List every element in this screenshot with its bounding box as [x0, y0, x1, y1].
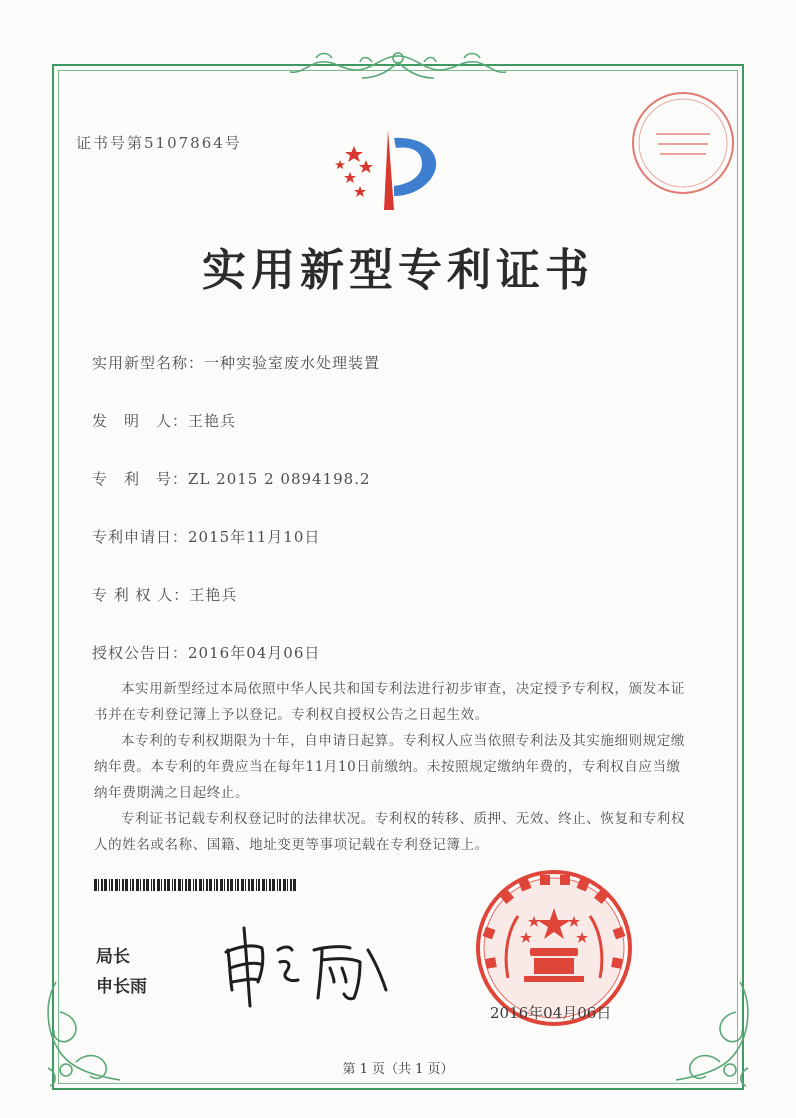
top-stamp-icon: [628, 88, 738, 198]
certificate-inner-border: [58, 70, 738, 1084]
patent-office-logo-icon: [330, 120, 470, 220]
signature-icon: [218, 920, 398, 1010]
field-value: 2016年04月06日: [188, 644, 321, 662]
field-label: 专 利 号：: [92, 470, 189, 488]
body-paragraph: 专利证书记载专利权登记时的法律状况。专利权的转移、质押、无效、终止、恢复和专利权人的姓名或名称、国籍、地址变更等事项记载在专利登记簿上。: [94, 811, 685, 853]
field-value: 王艳兵: [189, 586, 238, 604]
certificate-title: 实用新型专利证书: [202, 245, 594, 296]
patent-number-field: [92, 468, 371, 489]
certificate-number: 证书号第5107864号: [76, 134, 242, 152]
seal-date: 2016年04月06日: [490, 1004, 612, 1022]
field-value: 一种实验室废水处理装置: [204, 354, 381, 372]
field-label: 实用新型名称：: [92, 354, 205, 372]
director-name: 申长雨: [96, 977, 147, 997]
director-title: 局长: [96, 947, 130, 967]
field-value: 王艳兵: [188, 412, 237, 430]
grant-date-field: [92, 642, 320, 663]
field-value: ZL 2015 2 0894198.2: [188, 470, 371, 488]
field-label: 专 利 权 人：: [92, 586, 190, 604]
certificate-body: [94, 676, 694, 858]
page-number: 第 1 页（共 1 页）: [342, 1062, 454, 1077]
field-label: 专利申请日：: [92, 528, 189, 546]
utility-model-name-field: [92, 352, 380, 373]
field-value: 2015年11月10日: [188, 528, 321, 546]
top-ornament-icon: [272, 48, 524, 88]
barcode-icon: [94, 879, 300, 891]
application-date-field: [92, 526, 320, 547]
inventor-field: [92, 410, 236, 431]
patentee-field: [92, 584, 237, 605]
field-label: 发 明 人：: [92, 412, 189, 430]
field-label: 授权公告日：: [92, 644, 189, 662]
body-paragraph: 本实用新型经过本局依照中华人民共和国专利法进行初步审查，决定授予专利权，颁发本证书并在专利登记簿上予以登记。专利权自授权公告之日起生效。: [94, 681, 685, 723]
body-paragraph: 本专利的专利权期限为十年，自申请日起算。专利权人应当依照专利法及其实施细则规定缴纳年费。本专利的年费应当在每年11月10日前缴纳。未按照规定缴纳年费的，专利权自应当缴纳年费期满之日起终止。: [94, 733, 685, 801]
